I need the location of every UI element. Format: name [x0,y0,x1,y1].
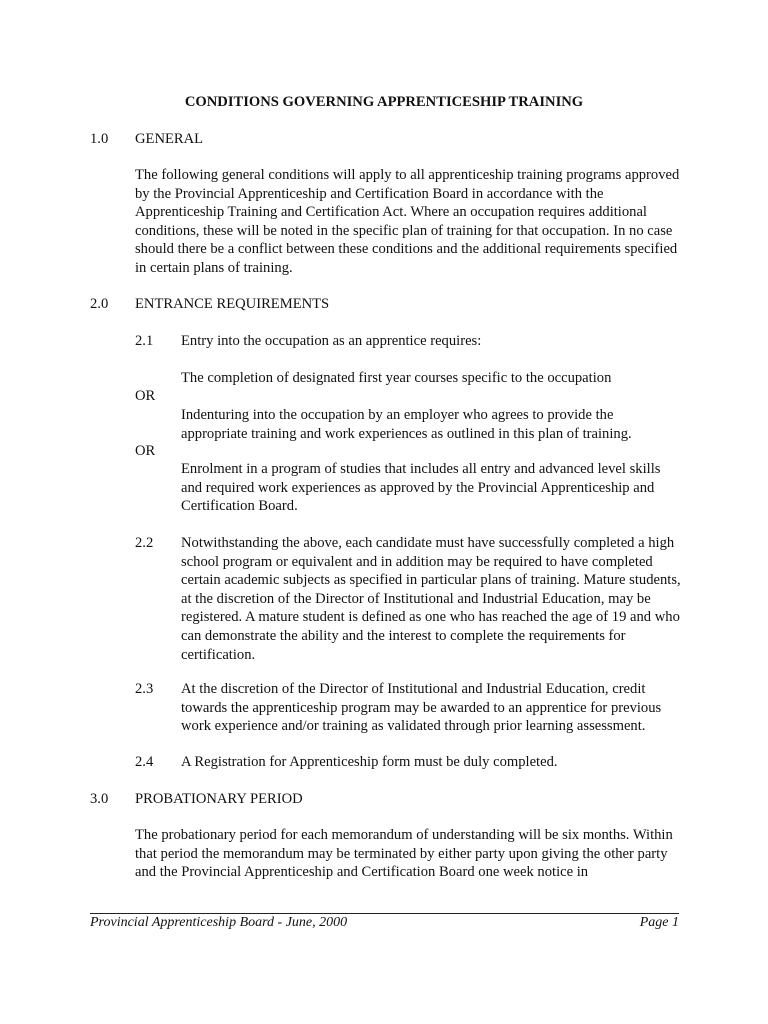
section-2-number: 2.0 [90,296,109,312]
section-1-number: 1.0 [90,131,109,147]
subsection-2-2-text: Notwithstanding the above, each candidate must have successfully completed a high school program or equivalent and in addition may be required to have completed certain academic subjects as specified in particular plans of training. Mature students, at the discretion of the Director of Institutional and Industrial Education, may be registered. A mature student is defined as one who has reached the age of 19 and who can demonstrate the ability and the interest to complete the requirements for certification. [181,535,681,663]
section-2-heading: ENTRANCE REQUIREMENTS [135,296,330,312]
section-3-heading: PROBATIONARY PERIOD [135,791,303,807]
section-1-paragraph: The following general conditions will apply to all apprenticeship training programs approved by the Provincial Apprenticeship and Certification Board in accordance with the Apprenticeship Training and Certification Act. Where an occupation requires additional conditions, these will be noted in the specific plan of training for that occupation. In no case should there be a conflict between these conditions and the additional requirements specified in certain plans of training. [135,167,680,276]
footer-left-text: Provincial Apprenticeship Board - June, 2000 [90,915,348,930]
subsection-2-4-number: 2.4 [135,754,154,770]
entry-option-3: Enrolment in a program of studies that includes all entry and advanced level skills and required work experiences as approved by the Provincial Apprenticeship and Certification Board. [181,461,661,515]
subsection-2-4-text: A Registration for Apprenticeship form must be duly completed. [181,754,558,770]
or-separator-1: OR [135,388,156,404]
entry-option-1: The completion of designated first year courses specific to the occupation [181,370,612,386]
subsection-2-2-number: 2.2 [135,535,154,551]
section-1-heading: GENERAL [135,131,204,147]
subsection-2-3-number: 2.3 [135,681,154,697]
subsection-2-1-number: 2.1 [135,333,154,349]
subsection-2-1-text: Entry into the occupation as an apprentice requires: [181,333,482,349]
section-3-number: 3.0 [90,791,109,807]
page-number: Page 1 [639,915,679,930]
document-title: CONDITIONS GOVERNING APPRENTICESHIP TRAINING [184,94,584,110]
section-3-paragraph: The probationary period for each memorandum of understanding will be six months. Within that period the memorandum may be terminated by either party upon giving the other party and the Provincial Apprenticeship and Certification Board one week notice in [135,827,673,881]
or-separator-2: OR [135,443,156,459]
subsection-2-3-text: At the discretion of the Director of Institutional and Industrial Education, credit towards the apprenticeship program may be awarded to an apprentice for previous work experience and/or training as validated through prior learning assessment. [181,681,662,735]
entry-option-2: Indenturing into the occupation by an employer who agrees to provide the appropriate training and work experiences as outlined in this plan of training. [181,407,632,442]
